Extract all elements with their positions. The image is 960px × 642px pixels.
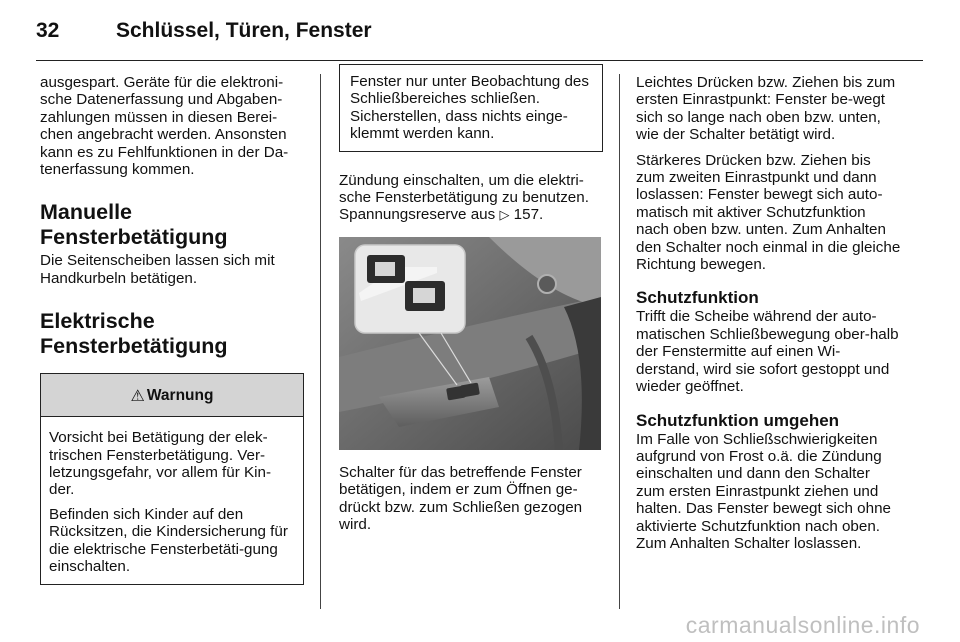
- electric-heading-line2: Fensterbetätigung: [40, 334, 228, 359]
- warning-triangle-icon: ⚠: [130, 385, 145, 405]
- window-switch-illustration: [339, 237, 601, 450]
- column-divider-right: [619, 74, 620, 609]
- photo-caption: Schalter für das betreffende Fenster betätigen, indem er zum Öffnen ge-drückt bzw. zum Schließen gezogen wird.: [339, 463, 583, 534]
- manual-text: Die Seitenscheiben lassen sich mit Handkurbeln betätigen.: [40, 252, 275, 287]
- bypass-text: Im Falle von Schließschwierigkeiten aufgrund von Frost o.ä. die Zündung einschalten und dann den Schalter zum ersten Einrastpunkt ziehen und halten. Das Fenster bewegt sich ohne aktivierte Schutzfunktion nach oben. Zum Anhalten Schalter loslassen.: [636, 430, 891, 552]
- warning-title: Warnung: [146, 386, 214, 404]
- page-number: 32: [36, 19, 60, 42]
- page-title: Schlüssel, Türen, Fenster: [116, 19, 372, 42]
- protection-text: Trifft die Scheibe während der auto-matischen Schließbewegung ober-halb der Fenstermitte auf einen Wi-derstand, wird sie sofort gestoppt und wieder geöffnet.: [636, 308, 899, 396]
- ignition-paragraph: [339, 172, 603, 225]
- watermark: carmanualsonline.info: [685, 612, 920, 638]
- window-icon-2: [413, 288, 435, 303]
- manual-heading-line2: Fensterbetätigung: [40, 225, 228, 250]
- column-divider-left: [320, 74, 321, 609]
- intro-paragraph: ausgespart. Geräte für die elektroni-sche Datenerfassung und Abgaben-zahlungen müssen in diesen Berei-chen angebracht werden. Ansonsten kann es zu Fehlfunktionen in der Da-tenerfassung kommen.: [40, 74, 289, 179]
- column-left: [40, 74, 304, 585]
- window-switch-photo: [339, 237, 601, 450]
- protection-heading: Schutzfunktion: [636, 288, 759, 308]
- manual-heading-line1: Manuelle: [40, 200, 132, 225]
- warning-paragraph-1: Vorsicht bei Betätigung der elek-trischen Fensterbetätigung. Ver-letzungsgefahr, vor allem für Kin-der.: [49, 429, 272, 499]
- first-detent-paragraph: Leichtes Drücken bzw. Ziehen bis zum ersten Einrastpunkt: Fenster be-wegt sich so lange nach oben bzw. unten, wie der Schalter betätigt wird.: [636, 74, 896, 144]
- mirror-knob: [538, 275, 556, 293]
- electric-heading-line1: Elektrische: [40, 309, 155, 334]
- reference-arrow-icon: ▷: [499, 208, 510, 224]
- manual-heading: [40, 200, 304, 250]
- warning-paragraph-2: Befinden sich Kinder auf den Rücksitzen, die Kindersicherung für die elektrische Fensterbetäti-gung einschalten.: [49, 505, 288, 576]
- warning-header: [41, 374, 303, 417]
- second-detent-paragraph: Stärkeres Drücken bzw. Ziehen bis zum zweiten Einrastpunkt und dann loslassen: Fenster bewegt sich auto-matisch mit aktiver Schutzfunktion nach oben bzw. unten. Zum Anhalten den Schalter noch einmal in die gleiche Richtung bewegen.: [636, 151, 901, 274]
- window-icon-1: [375, 262, 395, 276]
- bypass-heading: Schutzfunktion umgehen: [636, 410, 840, 430]
- warning-body: [41, 417, 303, 583]
- column-middle: [339, 74, 603, 533]
- warning-box: [40, 373, 304, 584]
- page-header: [0, 0, 960, 60]
- reference-page: 157.: [513, 206, 544, 224]
- caution-box: [339, 64, 603, 152]
- ignition-text: Zündung einschalten, um die elektri-sche Fensterbetätigung zu benutzen. Spannungsreserve aus: [339, 171, 589, 224]
- header-rule: [36, 60, 923, 61]
- column-right: [636, 74, 902, 552]
- electric-heading: [40, 309, 304, 359]
- caution-text: Fenster nur unter Beobachtung des Schließbereiches schließen. Sicherstellen, dass nichts einge-klemmt werden kann.: [350, 73, 589, 143]
